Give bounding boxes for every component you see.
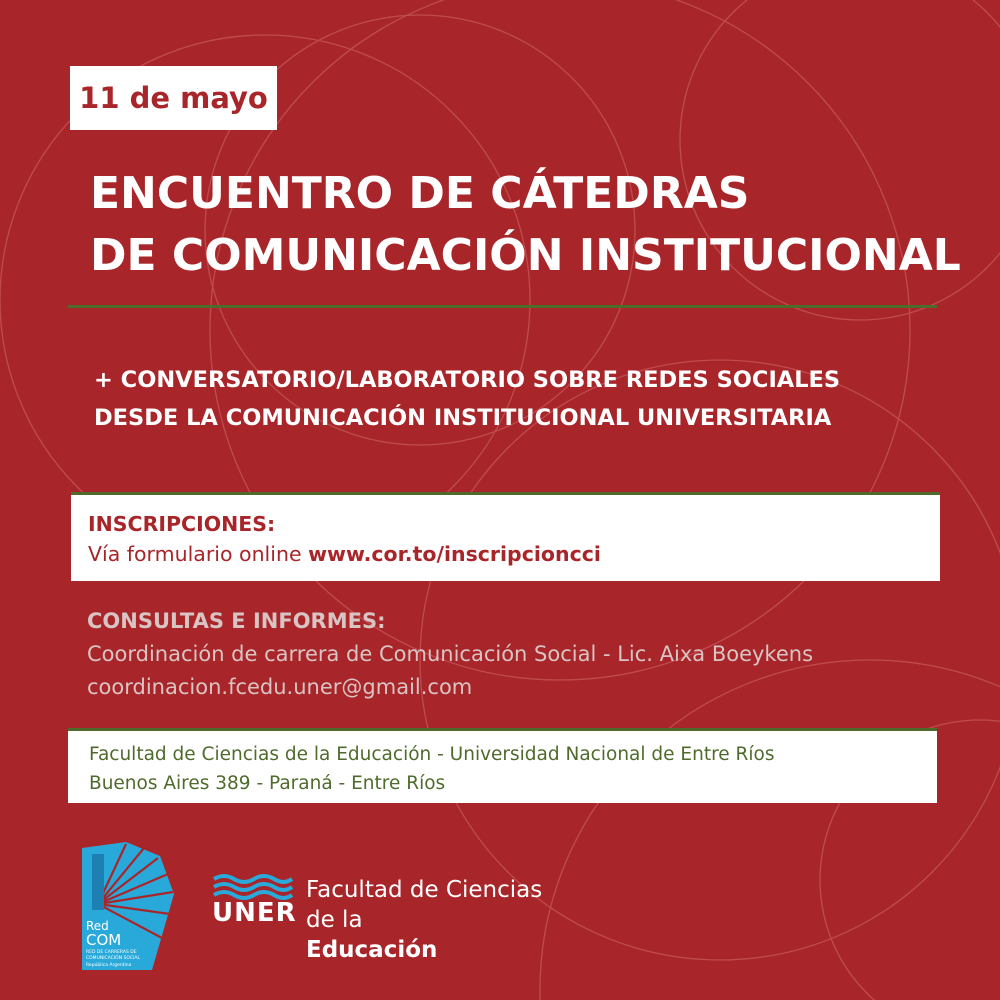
facultad-address: Buenos Aires 389 - Paraná - Entre Ríos xyxy=(89,773,446,794)
date-badge: 11 de mayo xyxy=(70,66,277,130)
uner-logo-text: UNER xyxy=(212,898,297,928)
redcom-sub3: República Argentina xyxy=(86,963,132,968)
consultas-coordinacion: Coordinación de carrera de Comunicación Social - Lic. Aixa Boeykens xyxy=(87,642,814,666)
redcom-sub2: COMUNICACIÓN SOCIAL xyxy=(86,956,140,961)
consultas-title: CONSULTAS E INFORMES: xyxy=(87,609,386,633)
fce-logo-text xyxy=(306,875,542,965)
fce-line-1: Facultad de Ciencias xyxy=(306,877,543,903)
consultas-email[interactable]: coordinacion.fcedu.uner@gmail.com xyxy=(87,675,473,699)
subtitle-line-2: DESDE LA COMUNICACIÓN INSTITUCIONAL UNIVERSITARIA xyxy=(94,405,832,431)
consultas-section xyxy=(87,605,987,704)
fce-line-2-b: Educación xyxy=(306,937,438,963)
title-divider xyxy=(68,305,937,308)
fce-line-2-a: de la xyxy=(306,907,363,933)
subtitle xyxy=(94,361,954,437)
inscripciones-link[interactable]: www.cor.to/inscripcioncci xyxy=(308,542,601,566)
title-line-2: DE COMUNICACIÓN INSTITUCIONAL xyxy=(90,230,961,281)
redcom-logo xyxy=(82,834,174,970)
redcom-com-text: COM xyxy=(86,931,122,949)
inscripciones-line xyxy=(88,539,940,569)
inscripciones-text: Vía formulario online xyxy=(88,542,309,566)
redcom-sub1: RED DE CARRERAS DE xyxy=(86,950,137,955)
inscripciones-title: INSCRIPCIONES: xyxy=(88,512,276,536)
subtitle-line-1: + CONVERSATORIO/LABORATORIO SOBRE REDES SOCIALES xyxy=(94,367,841,393)
page-title xyxy=(90,163,970,287)
facultad-line-1: Facultad de Ciencias de la Educación - Universidad Nacional de Entre Ríos xyxy=(89,744,775,765)
inscripciones-box xyxy=(71,492,940,581)
redcom-red-text: Red xyxy=(86,919,109,933)
facultad-box xyxy=(68,728,937,803)
title-line-1: ENCUENTRO DE CÁTEDRAS xyxy=(90,168,750,219)
fce-line-2 xyxy=(306,905,542,965)
